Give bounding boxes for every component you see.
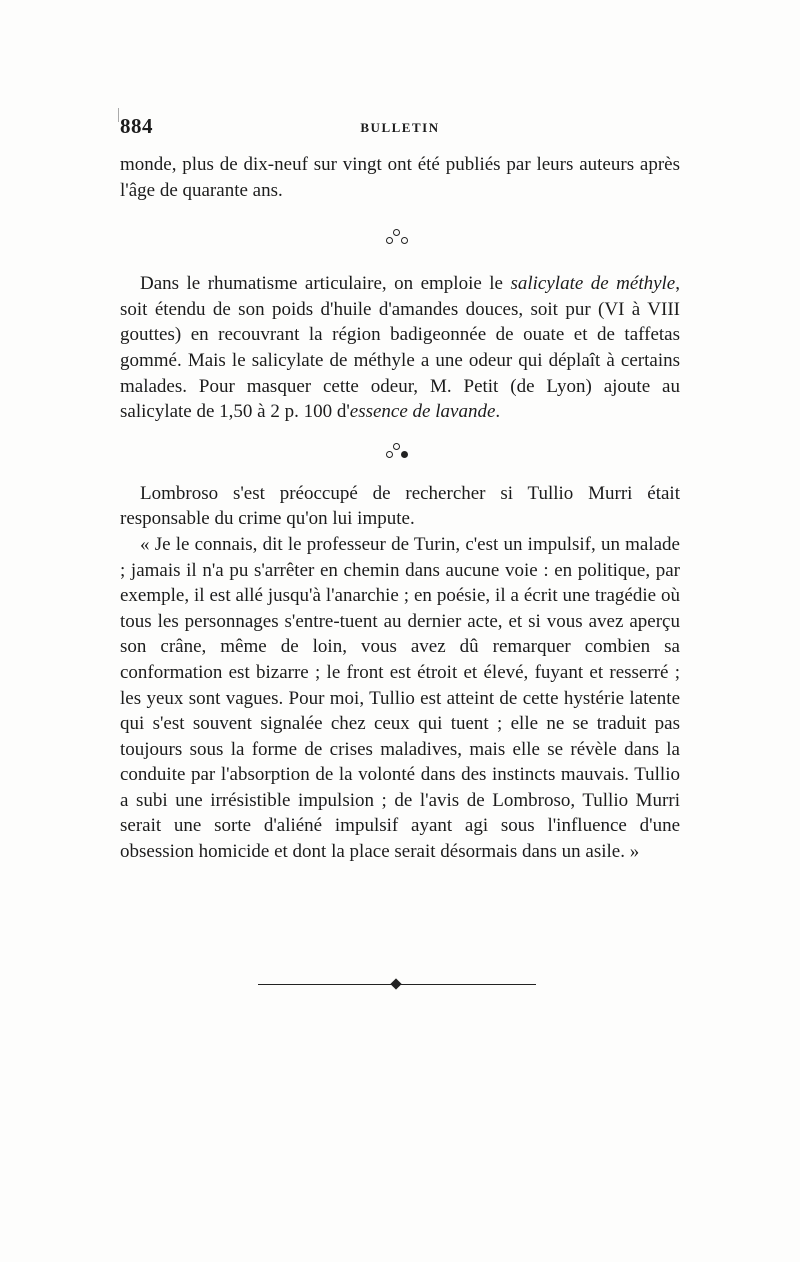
paragraph-text: Dans le rhumatisme articulaire, on emploie le (140, 273, 511, 295)
running-title: BULLETIN (360, 120, 440, 135)
paragraph-text: . (495, 401, 501, 423)
italic-term: essence de lavande (349, 401, 496, 423)
italic-term: salicylate de méthyle (510, 273, 676, 295)
paragraph-continuation: monde, plus de dix-neuf sur vingt ont été publiés par leurs auteurs après l'âge de quarante ans. (120, 154, 680, 201)
end-ornament-rule (258, 979, 536, 991)
page-body (120, 152, 680, 865)
paragraph-rheumatism (120, 271, 680, 425)
paragraph-quote: « Je le connais, dit le professeur de Turin, c'est un impulsif, un malade ; jamais il n'a pu s'arrêter en chemin dans aucune voie : en politique, par exemple, il est allé jusqu'à l'anarchie ; en poésie, il a écrit une tragédie où tous les personnages s'entre-tuent au dernier acte, et si vous avez aperçu son crâne, même de loin, vous avez dû remarquer combien sa conformation est bizarre ; le front est étroit et élevé, fuyant et resserré ; les yeux sont vagues. Pour moi, Tullio est atteint de cette hystérie latente qui s'est souvent signalée chez ceux qui tuent ; elle ne se traduit pas toujours sous la forme de crises maladives, mais elle se révèle dans la conduite par l'absorption de la volonté dans des instincts mauvais. Tullio a subi une irrésistible impulsion ; de l'avis de Lombroso, Tullio Murri serait une sorte d'aliéné impulsif ayant agi sous l'influence d'une obsession homicide et dont la place serait désormais dans un asile. » (120, 533, 680, 863)
page-number: 884 (120, 114, 153, 138)
paragraph-lombroso: Lombroso s'est préoccupé de rechercher si Tullio Murri était responsable du crime qu'on lui impute. (120, 482, 680, 530)
page-header (120, 114, 680, 144)
paragraph-text: , soit étendu de son poids d'huile d'amandes douces, soit pur (VI à VIII gouttes) en recouvrant la région badigeonnée de ouate et de taffetas gommé. Mais le salicylate de méthyle a une odeur qui déplaît à certains malades. Pour masquer cette odeur, M. Petit (de Lyon) ajoute au salicylate de 1,50 à 2 p. 100 d' (120, 273, 680, 423)
asterism-separator (120, 433, 680, 473)
margin-mark (118, 108, 119, 122)
diamond-ornament (390, 978, 401, 989)
asterism-separator (120, 215, 680, 261)
